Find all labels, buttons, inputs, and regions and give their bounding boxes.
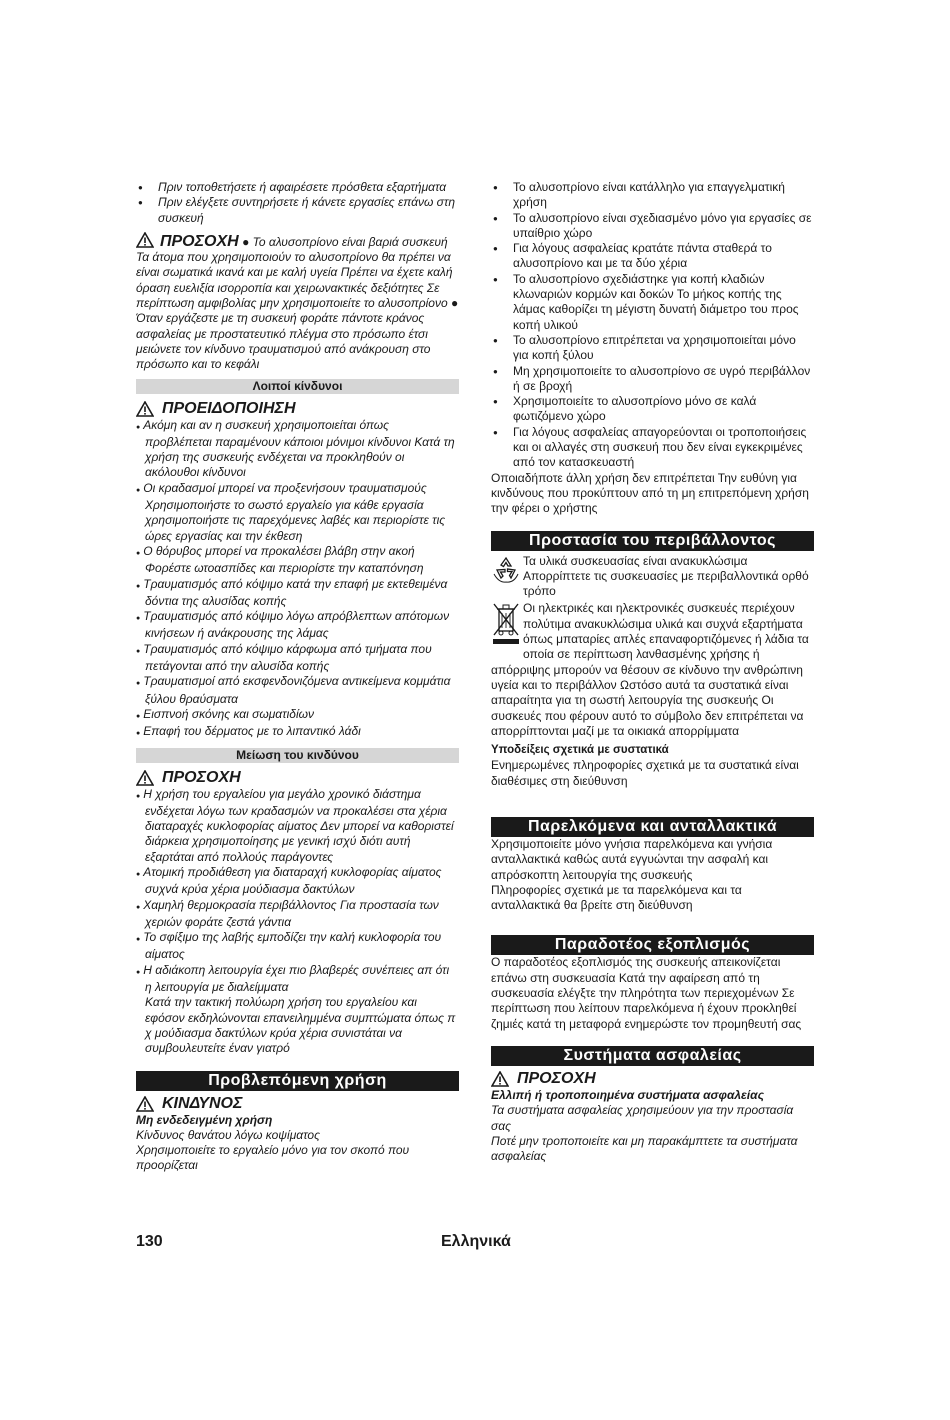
accessories-heading: Παρελκόμενα και ανταλλακτικά (491, 817, 814, 837)
caution-3-title: ΠΡΟΣΟΧΗ (517, 1069, 596, 1087)
packaging-row (491, 554, 814, 600)
caution-2-title-row (136, 769, 459, 787)
caution-3-title-row (491, 1070, 814, 1088)
list-item: ● Το αλυσοπρίονο είναι σχεδιασμένο μόνο για εργασίες σε υπαίθριο χώρο (491, 211, 814, 242)
supplied-equipment-heading: Παραδοτέος εξοπλισμός (491, 935, 814, 955)
list-item: ● Τραυματισμοί από εκσφενδονιζόμενα αντικείμενα κομμάτια ξύλου θραύσματα (136, 674, 459, 707)
right-column (491, 180, 814, 1164)
list-item: ● Ατομική προδιάθεση για διαταραχή κυκλοφορίας αίματος συχνά κρύα χέρια μούδιασμα δακτύλων (136, 865, 459, 898)
warning-triangle-icon (491, 1071, 509, 1087)
list-item: ● Το αλυσοπρίονο είναι κατάλληλο για επαγγελματική χρήση (491, 180, 814, 211)
list-item: ● Ο θόρυβος μπορεί να προκαλέσει βλάβη στην ακοή Φορέστε ωτοασπίδες και περιορίστε την καταπόνηση (136, 544, 459, 577)
ingredients-text: Ενημερωμένες πληροφορίες σχετικά με τα συστατικά είναι διαθέσιμες στη διεύθυνση (491, 758, 799, 788)
footer-language: Ελληνικά (441, 1233, 511, 1250)
packaging-text: Τα υλικά συσκευασίας είναι ανακυκλώσιμα Απορρίπτετε τις συσκευασίες με περιβαλλοντικά ορθό τρόπο (523, 553, 809, 599)
caution-3-line-1: Τα συστήματα ασφαλείας χρησιμεύουν για την προστασία σας (491, 1103, 794, 1133)
safety-systems-heading: Συστήματα ασφαλείας (491, 1046, 814, 1066)
danger-line-1: Κίνδυνος θανάτου λόγω κοψίματος (136, 1127, 320, 1142)
residual-risks-heading: Λοιποί κίνδυνοι (136, 379, 459, 394)
crossed-out-bin-icon (491, 601, 523, 647)
list-item: ● Πριν ελέγξετε συντηρήσετε ή κάνετε εργασίες επάνω στη συσκευή (136, 195, 459, 226)
use-followup: Οποιαδήποτε άλλη χρήση δεν επιτρέπεται Την ευθύνη για κινδύνους που προκύπτουν από τη μη επιτρεπόμενη χρήση την φέρει ο χρήστης (491, 470, 809, 516)
warning-title: ΠΡΟΕΙΔΟΠΟΙΗΣΗ (162, 399, 296, 417)
intro-bullet-list (136, 180, 459, 226)
caution-2-title: ΠΡΟΣΟΧΗ (162, 768, 241, 786)
ingredients-heading: Υποδείξεις σχετικά με συστατικά (491, 744, 669, 757)
page-number: 130 (136, 1233, 163, 1250)
list-item: ● Μη χρησιμοποιείτε το αλυσοπρίονο σε υγρό περιβάλλον ή σε βροχή (491, 364, 814, 395)
warning-triangle-icon (136, 232, 154, 248)
list-item: ● Τραυματισμός από κόψιμο λόγω απρόβλεπτων απότομων κινήσεων ή ανάκρουσης της λάμας (136, 609, 459, 642)
caution-1-block (136, 232, 459, 373)
environment-heading: Προστασία του περιβάλλοντος (491, 531, 814, 551)
list-item: ● Η αδιάκοπη λειτουργία έχει πιο βλαβερές συνέπειες απ ότι η λειτουργία με διαλείμματα (136, 963, 459, 996)
list-item: ● Για λόγους ασφαλείας απαγορεύονται οι τροποποιήσεις και οι αλλαγές στη συσκευή που δεν είναι εγκεκριμένες από τον κατασκευαστή (491, 425, 814, 471)
list-item: ● Επαφή του δέρματος με το λιπαντικό λάδι (136, 724, 459, 741)
risk-reduction-heading: Μείωση του κινδύνου (136, 748, 459, 763)
accessories-text-2: Πληροφορίες σχετικά με τα παρελκόμενα και τα ανταλλακτικά θα βρείτε στη διεύθυνση (491, 882, 742, 913)
caution-2-bullet-list (136, 787, 459, 996)
list-item: ● Εισπνοή σκόνης και σωματιδίων (136, 707, 459, 724)
list-item: ● Η χρήση του εργαλείου για μεγάλο χρονικό διάστημα ενδέχεται λόγω των κραδασμών να προκαλέσει στα χέρια διαταραχές κυκλοφορίας αίματος Δεν μπορεί να καθοριστεί διάρκεια χρησιμοποίησης με γενική ισχύ διότι αυτή εξαρτάται από πολλούς παράγοντες (136, 787, 459, 865)
list-item: ● Οι κραδασμοί μπορεί να προξενήσουν τραυματισμούς Χρησιμοποιήστε το σωστό εργαλείο για κάθε εργασία χρησιμοποιήστε τις παρεχόμενες λαβές και περιορίστε τις ώρες εργασίας και την έκθεση (136, 481, 459, 544)
list-item: ● Για λόγους ασφαλείας κρατάτε πάντα σταθερά το αλυσοπρίονο και με τα δύο χέρια (491, 241, 814, 272)
list-item: ● Τραυματισμός από κόψιμο κατά την επαφή με εκτεθειμένα δόντια της αλυσίδας κοπής (136, 577, 459, 610)
list-item: ● Πριν τοποθετήσετε ή αφαιρέσετε πρόσθετα εξαρτήματα (136, 180, 459, 195)
caution-3-subtitle: Ελλιπή ή τροποποιημένα συστήματα ασφαλείας (491, 1087, 764, 1102)
list-item: ● Τραυματισμός από κόψιμο κάρφωμα από τμήματα που πετάγονται από την αλυσίδα κοπής (136, 642, 459, 675)
caution-2-followup: Κατά την τακτική πολύωρη χρήση του εργαλείου και εφόσον εκδηλώνονται επανειλημμένα συμπτώματα όπως π χ μούδιασμα δακτύλων κρύα χέρια συνιστάται να συμβουλευτείτε έναν γιατρό (145, 995, 456, 1056)
weee-block (491, 601, 814, 739)
weee-text: Οι ηλεκτρικές και ηλεκτρονικές συσκευές περιέχουν πολύτιμα ανακυκλώσιμα υλικά και συχνά εξαρτήματα όπως μπαταρίες απλές επαναφορτιζόμενες ή λάδια τα οποία σε περίπτωση λανθασμένης χρήσης ή απόρριψης μπορούν να θέσουν σε κίνδυνο την ανθρώπινη υγεία και το περιβάλλον Ωστόσο αυτά τα συστατικά είναι απαραίτητα για τη σωστή λειτουργία της συσκευής Οι συσκευές που φέρουν αυτό το σύμβολο δεν επιτρέπεται να απορρίπτονται μαζί με τα οικιακά απορρίμματα (491, 601, 809, 738)
caution-1-text: ● Το αλυσοπρίονο είναι βαριά συσκευή Τα άτομα που χρησιμοποιούν το αλυσοπρίονο θα πρέπει να είναι σωματικά ικανά και με καλή υγεία Πρέπει να έχετε καλή όραση ευελιξία ισορροπία και χειρωνακτικές δεξιότητες Σε περίπτωση αμφιβολίας μην χρησιμοποιείτε το αλυσοπρίονο ● Όταν εργάζεστε με τη συσκευή φοράτε πάντοτε κράνος ασφαλείας με προστατευτικό πλέγμα στο πρόσωπο έτσι μειώνετε τον κίνδυνο τραυματισμού από ανάκρουση στο πρόσωπο και το κεφάλι (136, 234, 459, 372)
list-item: ● Το αλυσοπρίονο επιτρέπεται να χρησιμοποιείται μόνο για κοπή ξύλου (491, 333, 814, 364)
list-item: ● Το σφίξιμο της λαβής εμποδίζει την καλή κυκλοφορία του αίματος (136, 930, 459, 963)
danger-title-row (136, 1095, 459, 1113)
caution-1-title: ΠΡΟΣΟΧΗ (160, 232, 239, 250)
danger-subtitle: Μη ενδεδειγμένη χρήση (136, 1112, 273, 1127)
intended-use-heading: Προβλεπόμενη χρήση (136, 1071, 459, 1091)
warning-triangle-icon (136, 770, 154, 786)
recycle-icon (491, 554, 523, 588)
list-item: ● Χρησιμοποιείτε το αλυσοπρίονο μόνο σε καλά φωτιζόμενο χώρο (491, 394, 814, 425)
warning-triangle-icon (136, 1096, 154, 1112)
left-column (136, 180, 459, 1174)
accessories-text-1: Χρησιμοποιείτε μόνο γνήσια παρελκόμενα και γνήσια ανταλλακτικά καθώς αυτά εγγυώνται την ασφαλή και απρόσκοπτη λειτουργία της συσκευής (491, 836, 773, 882)
list-item: ● Το αλυσοπρίονο σχεδιάστηκε για κοπή κλαδιών κλωναριών κορμών και δοκών Το μήκος κοπής της λάμας καθορίζει τη μέγιστη δυνατή διάμετρο του προς κοπή υλικού (491, 272, 814, 333)
caution-3-line-2: Ποτέ μην τροποποιείτε και μη παρακάμπτετε τα συστήματα ασφαλείας (491, 1133, 798, 1164)
warning-bullet-list (136, 418, 459, 742)
warning-triangle-icon (136, 401, 154, 417)
danger-line-2: Χρησιμοποιείτε το εργαλείο μόνο για τον σκοπό που προορίζεται (136, 1143, 410, 1173)
list-item: ● Χαμηλή θερμοκρασία περιβάλλοντος Για προστασία των χεριών φοράτε ζεστά γάντια (136, 898, 459, 931)
supplied-text: Ο παραδοτέος εξοπλισμός της συσκευής απεικονίζεται επάνω στη συσκευασία Κατά την αφαίρεση από τη συσκευασία ελέγξτε την πληρότητα των περιεχομένων Σε περίπτωση που λείπουν παρελκόμενα ή έχουν προκληθεί ζημιές κατά τη μεταφορά ενημερώστε τον προμηθευτή σας (491, 955, 802, 1031)
use-bullet-list (491, 180, 814, 471)
list-item: ● Ακόμη και αν η συσκευή χρησιμοποιείται όπως προβλέπεται παραμένουν κάποιοι μόνιμοι κίνδυνοι Κατά τη χρήση της συσκευής ενδέχεται να προκληθούν οι ακόλουθοι κίνδυνοι (136, 418, 459, 481)
warning-title-row (136, 400, 459, 418)
danger-title: ΚΙΝΔΥΝΟΣ (162, 1094, 243, 1112)
